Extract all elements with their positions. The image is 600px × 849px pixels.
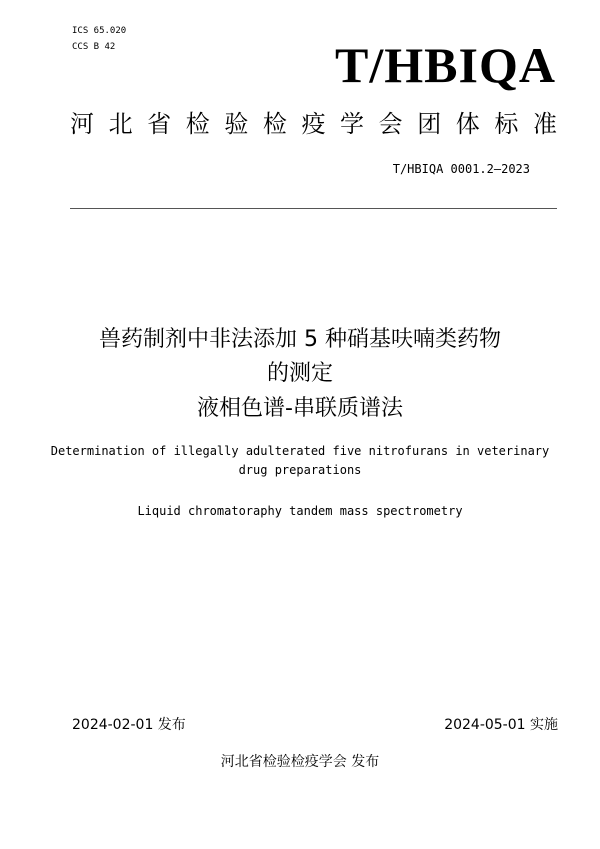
org-char: 验 [224,110,249,138]
publisher: 河北省检验检疫学会 发布 [220,754,380,770]
title-cn-line-1: 兽药制剂中非法添加 5 种硝基呋喃类药物 [99,327,501,352]
org-char: 会 [378,110,403,138]
ics-code: ICS 65.020 [72,26,127,36]
title-en-line-2: drug preparations [238,463,362,477]
org-char: 体 [455,110,480,138]
org-char: 准 [532,110,557,138]
divider [70,208,557,209]
title-cn-line-3: 液相色谱-串联质谱法 [197,396,403,421]
org-char: 河 [70,110,94,138]
org-char: 团 [417,110,442,138]
organization-title [70,110,557,139]
subtitle-en: Liquid chromatoraphy tandem mass spectrometry [137,504,463,518]
org-char: 北 [108,110,133,138]
ccs-code: CCS B 42 [72,42,116,52]
org-char: 检 [185,110,210,138]
title-en-line-1: Determination of illegally adulterated five nitrofurans in veterinary [50,444,550,458]
title-cn-line-2: 的测定 [266,361,333,386]
org-char: 省 [147,110,172,138]
org-char: 疫 [301,110,326,138]
org-char: 标 [494,110,519,138]
standard-logo: T/HBIQA [335,37,556,93]
org-char: 检 [262,110,287,138]
publish-date: 2024-02-01 发布 [72,717,186,733]
effective-date: 2024-05-01 实施 [444,717,558,733]
standard-code: T/HBIQA 0001.2—2023 [392,162,530,176]
org-char: 学 [340,110,365,138]
